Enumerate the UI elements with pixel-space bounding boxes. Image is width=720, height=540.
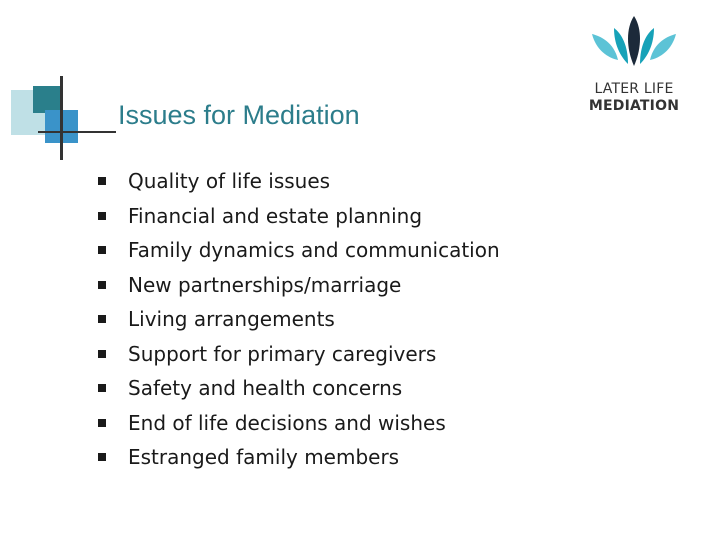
list-item [98,164,500,199]
logo-text-line1: LATER LIFE [594,81,674,97]
list-item [98,337,500,372]
list-item [98,233,500,268]
bullet-icon [98,281,106,289]
list-item [98,302,500,337]
bullet-icon [98,384,106,392]
bullet-icon [98,419,106,427]
lotus-leaves-icon [578,12,690,78]
decor-square-teal [33,86,60,113]
list-item-text: Support for primary caregivers [128,341,437,366]
list-item-text: End of life decisions and wishes [128,410,446,435]
bullet-icon [98,246,106,254]
list-item-text: Family dynamics and communication [128,238,500,263]
bullet-icon [98,177,106,185]
list-item-text: Quality of life issues [128,169,331,194]
list-item-text: Safety and health concerns [128,376,403,401]
list-item [98,440,500,475]
bullet-icon [98,212,106,220]
decor-vertical-line [60,76,63,160]
bullet-icon [98,453,106,461]
list-item-text: New partnerships/marriage [128,272,402,297]
list-item [98,199,500,234]
bullet-list [98,164,500,475]
bullet-icon [98,350,106,358]
decor-horizontal-line [38,131,116,133]
list-item [98,406,500,441]
bullet-icon [98,315,106,323]
slide-title: Issues for Mediation [118,100,360,130]
list-item-text: Estranged family members [128,445,400,470]
logo [578,12,690,122]
list-item [98,268,500,303]
list-item [98,371,500,406]
list-item-text: Financial and estate planning [128,203,423,228]
logo-text-line2: MEDIATION [588,98,680,114]
list-item-text: Living arrangements [128,307,335,332]
